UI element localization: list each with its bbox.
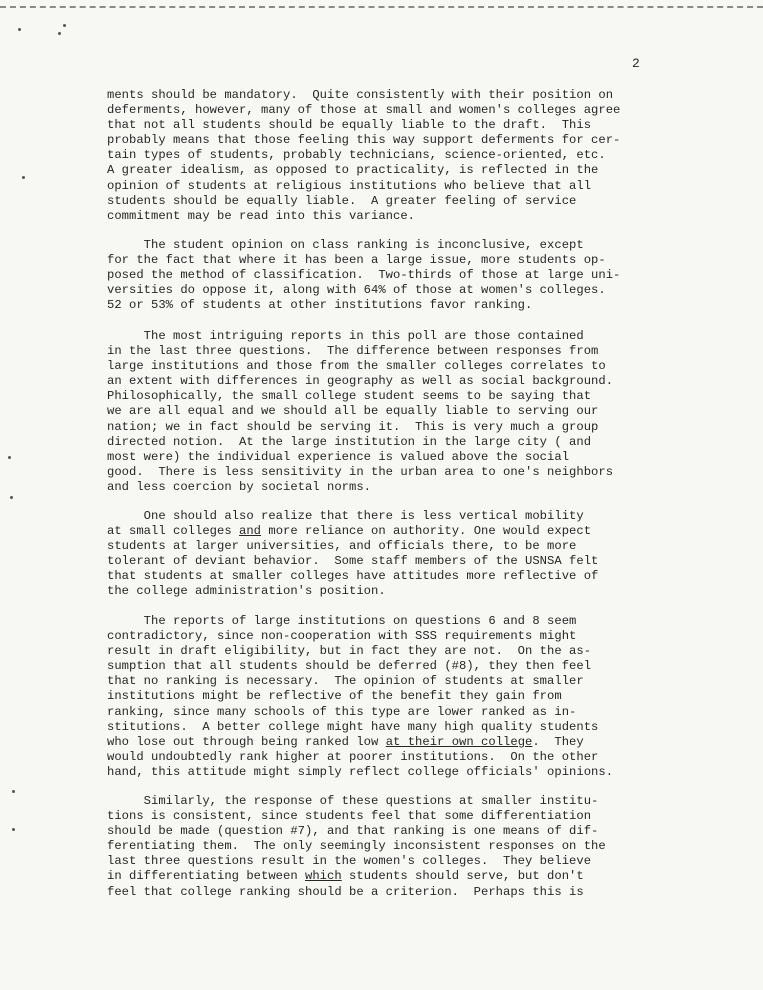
text-line: students should be equally liable. A greater feeling of service xyxy=(107,193,577,208)
text-line: ranking, since many schools of this type are lower ranked as in- xyxy=(107,704,577,719)
text-line: should be made (question #7), and that ranking is one means of dif- xyxy=(107,824,599,839)
text-line: A greater idealism, as opposed to practicality, is reflected in the xyxy=(107,163,599,178)
text-line: hand, this attitude might simply reflect college officials' opinions. xyxy=(107,764,614,779)
scan-speck xyxy=(58,32,61,35)
paragraph-1 xyxy=(107,88,647,224)
text-line: deferments, however, many of those at small and women's colleges agree xyxy=(107,103,621,118)
text-line: One should also realize that there is less vertical mobility xyxy=(107,509,584,523)
text-line: that not all students should be equally liable to the draft. This xyxy=(107,118,592,133)
paragraph-6 xyxy=(107,794,647,900)
underlined-word: which xyxy=(305,869,342,884)
text-line xyxy=(107,735,647,750)
scan-speck xyxy=(12,828,15,831)
text-segment: students should serve, but don't xyxy=(341,869,584,884)
text-line: directed notion. At the large institution in the large city ( and xyxy=(107,434,592,449)
text-line xyxy=(107,869,647,884)
text-line: The reports of large institutions on questions 6 and 8 seem xyxy=(107,614,577,628)
text-line: feel that college ranking should be a criterion. Perhaps this is xyxy=(107,884,584,899)
text-line: an extent with differences in geography as well as social background. xyxy=(107,374,614,389)
paragraph-5 xyxy=(107,614,647,780)
text-line: that no ranking is necessary. The opinion of students at smaller xyxy=(107,674,584,689)
scan-speck xyxy=(8,456,11,459)
text-line: posed the method of classification. Two-thirds of those at large uni- xyxy=(107,268,621,283)
text-line: we are all equal and we should all be equally liable to serving our xyxy=(107,404,599,419)
text-line: most were) the individual experience is valued above the social xyxy=(107,449,570,464)
underlined-phrase: at their own college xyxy=(385,734,533,749)
text-line: the college administration's position. xyxy=(107,584,386,599)
underlined-word: and xyxy=(239,524,262,539)
text-line: result in draft eligibility, but in fact they are not. On the as- xyxy=(107,644,592,659)
text-line: tolerant of deviant behavior. Some staff members of the USNSA felt xyxy=(107,554,599,569)
scan-speck xyxy=(22,176,25,179)
scan-speck xyxy=(12,790,15,793)
text-line: last three questions result in the women's colleges. They believe xyxy=(107,854,592,869)
text-line: institutions might be reflective of the benefit they gain from xyxy=(107,689,562,704)
scan-speck xyxy=(10,496,13,499)
text-line: nation; we in fact should be serving it. This is very much a group xyxy=(107,419,599,434)
text-line: for the fact that where it has been a large issue, more students op- xyxy=(107,253,606,268)
text-line: large institutions and those from the smaller colleges correlates to xyxy=(107,359,606,374)
text-segment: at small colleges xyxy=(107,524,240,539)
text-line: The student opinion on class ranking is inconclusive, except xyxy=(107,238,584,252)
text-line: ments should be mandatory. Quite consistently with their position on xyxy=(107,88,614,102)
page-number: 2 xyxy=(632,56,640,71)
scan-speck xyxy=(63,24,66,27)
text-line: versities do oppose it, along with 64% of those at women's colleges. xyxy=(107,283,606,298)
text-segment: who lose out through being ranked low xyxy=(107,734,386,749)
text-line: commitment may be read into this variance. xyxy=(107,208,416,223)
text-line: probably means that those feeling this way support deferments for cer- xyxy=(107,133,621,148)
text-line: sumption that all students should be deferred (#8), they then feel xyxy=(107,659,592,674)
text-line: contradictory, since non-cooperation with SSS requirements might xyxy=(107,629,577,644)
text-segment: in differentiating between xyxy=(107,869,306,884)
page-top-border xyxy=(0,0,763,8)
text-line: stitutions. A better college might have many high quality students xyxy=(107,719,599,734)
text-line: Philosophically, the small college student seems to be saying that xyxy=(107,389,592,404)
text-segment: . They xyxy=(532,734,584,749)
scan-speck xyxy=(18,28,21,31)
text-line: opinion of students at religious institutions who believe that all xyxy=(107,178,592,193)
text-line: students at larger universities, and officials there, to be more xyxy=(107,539,577,554)
text-line: tions is consistent, since students feel that some differentiation xyxy=(107,809,592,824)
text-line: and less coercion by societal norms. xyxy=(107,479,372,494)
text-segment: more reliance on authority. One would expect xyxy=(261,524,592,539)
text-line: 52 or 53% of students at other institutions favor ranking. xyxy=(107,298,533,313)
text-line: in the last three questions. The difference between responses from xyxy=(107,344,599,359)
text-line xyxy=(107,524,647,539)
paragraph-4 xyxy=(107,509,647,600)
text-line: that students at smaller colleges have attitudes more reflective of xyxy=(107,569,599,584)
text-line: tain types of students, probably technicians, science-oriented, etc. xyxy=(107,148,606,163)
text-line: would undoubtedly rank higher at poorer institutions. On the other xyxy=(107,749,599,764)
paragraph-3 xyxy=(107,329,647,495)
text-line: ferentiating them. The only seemingly inconsistent responses on the xyxy=(107,839,606,854)
text-line: good. There is less sensitivity in the urban area to one's neighbors xyxy=(107,464,614,479)
paragraph-2 xyxy=(107,238,647,313)
text-line: The most intriguing reports in this poll are those contained xyxy=(107,329,584,343)
text-line: Similarly, the response of these questions at smaller institu- xyxy=(107,794,599,808)
